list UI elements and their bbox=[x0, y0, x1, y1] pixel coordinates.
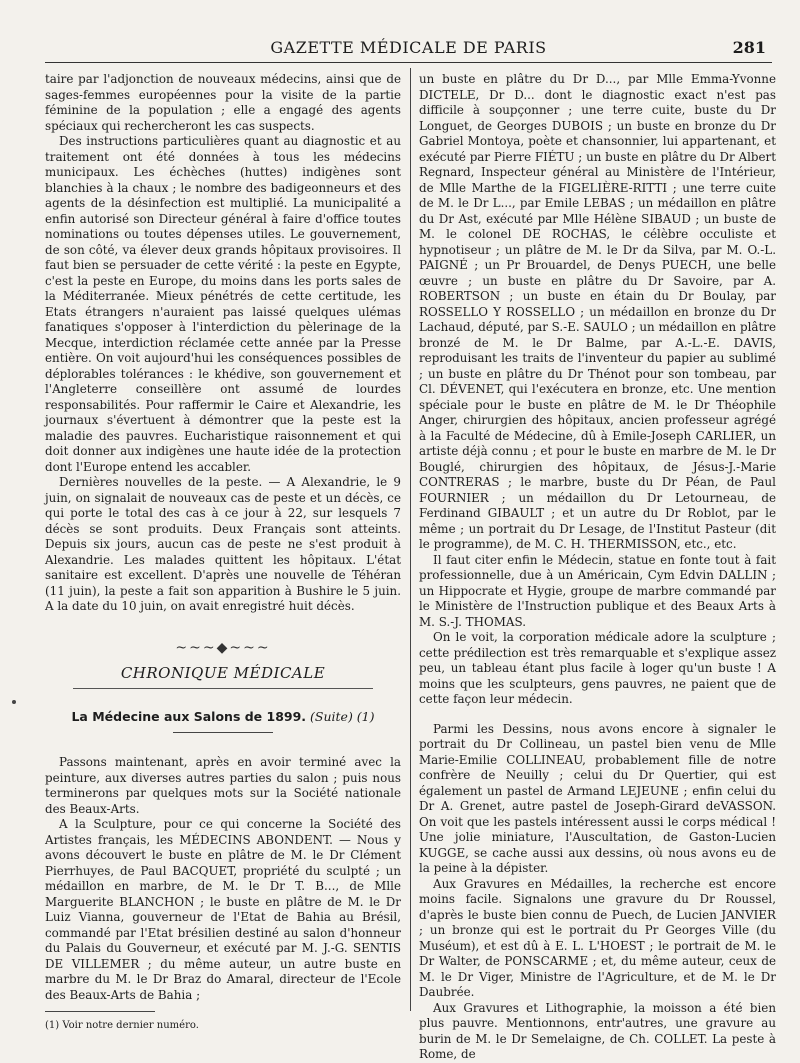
paragraph: Aux Gravures en Médailles, la recherche est encore moins facile. Signalons une gravure du Dr Roussel, d'après le buste bien connu de Puech, de Lucien JANVIER ; un bronze qui est le portrait du Pr Georges Ville (du Muséum), et est dû à E. L. L'HOEST ; le portrait de M. le Dr Walter, de PONSCARME ; et, du même auteur, ceux de M. le Dr Viger, Ministre de l'Agriculture, et de M. le Dr Daubrée. bbox=[419, 876, 776, 999]
left-column bbox=[45, 72, 401, 1034]
header-rule bbox=[45, 62, 772, 63]
paragraph: Aux Gravures et Lithographie, la moisson a été bien plus pauvre. Mentionnons, entr'autres, une gravure au burin de M. le Dr Semelaigne, de Ch. COLLET. La peste à Rome, de bbox=[419, 1000, 776, 1061]
section-title: CHRONIQUE MÉDICALE bbox=[120, 664, 326, 682]
journal-title: GAZETTE MÉDICALE DE PARIS bbox=[270, 38, 547, 57]
footnote: (1) Voir notre dernier numéro. bbox=[45, 1020, 199, 1031]
paragraph: Passons maintenant, après en avoir terminé avec la peinture, aux diverses autres parties du salon ; puis nous terminerons par quelques mots sur la Société nationale des Beaux-Arts. bbox=[45, 755, 401, 816]
footnote-rule bbox=[45, 1011, 155, 1012]
paragraph: Il faut citer enfin le Médecin, statue en fonte tout à fait professionnelle, due à un Américain, Cym Edvin DALLIN ; un Hippocrate et Hygie, groupe de marbre commandé par le Ministère de l'Instruction publique et des Beaux Arts à M. S.-J. THOMAS. bbox=[419, 552, 776, 629]
heading-rule bbox=[173, 732, 273, 733]
ornament-divider: ~~~◆~~~ bbox=[175, 639, 271, 656]
paragraph: Des instructions particulières quant au diagnostic et au traitement ont été données à tous les médecins municipaux. Les échèches (huttes) indigènes sont blanchies à la chaux ; le nombre des badigeonneurs et des agents de la désinfection est multiplié. La municipalité a enfin autorisé son Directeur général à faire d'office toutes nominations ou toutes dépenses utiles. Le gouvernement, de son côté, va élever deux grands hôpitaux provisoires. Il faut bien se persuader de cette vérité : la peste en Egypte, c'est la peste en Europe, du moins dans les ports sales de la Méditerranée. Mieux pénétrés de cette certitude, les Etats étrangers n'auraient pas laissé quelques ulémas fanatiques s'opposer à l'interdiction du pèlerinage de la Mecque, interdiction réclamée cette année par la Presse entière. On voit aujourd'hui les conséquences possibles de déplorables tolérances : le khédive, son gouvernement et l'Angleterre conseillère ont assumé de lourdes responsabilités. Pour raffermir le Caire et Alexandrie, les journaux s'évertuent à démontrer que la peste est la maladie des pauvres. Eucharistique raisonnement et qui doit donner aux indigènes une haute idée de la protection dont l'Europe entend les accabler. bbox=[45, 134, 401, 474]
paragraph: taire par l'adjonction de nouveaux médecins, ainsi que de sages-femmes européennes pour la visite de la partie féminine de la population ; elle a engagé des agents spéciaux qui rechercheront les cas suspects. bbox=[45, 72, 401, 133]
article-title: La Médecine aux Salons de 1899. bbox=[71, 708, 307, 724]
page-header bbox=[45, 36, 772, 62]
right-column bbox=[419, 72, 776, 1063]
paragraph: On le voit, la corporation médicale adore la sculpture ; cette prédilection est très remarquable et s'explique assez peu, un tableau étant plus facile à loger qu'un buste ! A moins que les sculpteurs, gens pauvres, ne paient que de cette façon leur médecin. bbox=[419, 630, 776, 706]
margin-dot bbox=[12, 700, 16, 704]
article-suite: (Suite) (1) bbox=[310, 708, 375, 724]
article-heading bbox=[45, 709, 401, 725]
section-rule bbox=[73, 688, 373, 689]
page-number: 281 bbox=[732, 38, 766, 57]
paragraph: A la Sculpture, pour ce qui concerne la Société des Artistes français, les MÉDECINS ABONDENT. — Nous y avons découvert le buste en plâtre de M. le Dr Clément Pierrhuyes, de Paul BACQUET, propriété du sculpté ; un médaillon en marbre, de M. le Dr T. B..., de Mlle Marguerite BLANCHON ; le buste en plâtre de M. le Dr Luiz Vianna, gouverneur de l'Etat de Bahia au Brésil, commandé par l'Etat brésilien destiné au salon d'honneur du Palais du Gouverneur, et exécuté par M. J.-G. SENTIS DE VILLEMER ; du même auteur, un autre buste en marbre du M. le Dr Braz do Amaral, directeur de l'Ecole des Beaux-Arts de Bahia ; bbox=[45, 817, 401, 1002]
paragraph: Parmi les Dessins, nous avons encore à signaler le portrait du Dr Collineau, un pastel bien venu de Mlle Marie-Emilie COLLINEAU, probablement fille de notre confrère de Neuilly ; celui du Dr Quertier, qui est également un pastel de Armand LEJEUNE ; enfin celui du Dr A. Grenet, autre pastel de Joseph-Girard deVASSON. On voit que les pastels intéressent aussi le corps médical ! Une jolie miniature, l'Auscultation, de Gaston-Lucien KUGGE, se cache aussi aux dessins, où nous avons eu de la peine à la dépister. bbox=[419, 721, 776, 875]
paragraph: un buste en plâtre du Dr D..., par Mlle Emma-Yvonne DICTELE, Dr D... dont le diagnostic exact n'est pas difficile à soupçonner ; une terre cuite, buste du Dr Longuet, de Georges DUBOIS ; un buste en bronze du Dr Gabriel Montoya, poète et chansonnier, lui appartenant, et exécuté par Pierre FIÉTU ; un buste en plâtre du Dr Albert Regnard, Inspecteur général au Ministère de l'Intérieur, de Mlle Marthe de la FIGELIÈRE-RITTI ; une terre cuite de M. le Dr L..., par Emile LEBAS ; un médaillon en plâtre du Dr Ast, exécuté par Mlle Hélène SIBAUD ; un buste de M. le colonel DE ROCHAS, le célèbre occuliste et hypnotiseur ; un plâtre de M. le Dr da Silva, par M. O.-L. PAIGNÉ ; un Pr Brouardel, de Denys PUECH, une belle œuvre ; un buste en plâtre du Dr Savoire, par A. ROBERTSON ; un buste en étain du Dr Boulay, par ROSSELLO Y ROSSELLO ; un médaillon en bronze du Dr Lachaud, député, par S.-E. SAULO ; un médaillon en plâtre bronzé de M. le Dr Balme, par A.-L.-E. DAVIS, reproduisant les traits de l'inventeur du papier au sublimé ; un buste en plâtre du Dr Thénot pour son tombeau, par Cl. DÉVENET, qui l'exécutera en bronze, etc. Une mention spéciale pour le buste en plâtre de M. le Dr Théophile Anger, chirurgien des hôpitaux, ancien professeur agrégé à la Faculté de Médecine, dû à Emile-Joseph CARLIER, un artiste déjà connu ; et pour le buste en marbre de M. le Dr Bouglé, chirurgien des hôpitaux, de Jésus-J.-Marie CONTRERAS ; le marbre, buste du Dr Péan, de Paul FOURNIER ; un médaillon du Dr Letourneau, de Ferdinand GIBAULT ; et un autre du Dr Roblot, par le même ; un portrait du Dr Lesage, de l'Institut Pasteur (dit le programme), de M. C. H. THERMISSON, etc., etc. bbox=[419, 72, 776, 551]
paragraph: Dernières nouvelles de la peste. — A Alexandrie, le 9 juin, on signalait de nouveaux cas de peste et un décès, ce qui porte le total des cas à ce jour à 22, sur lesquels 7 décès se sont produits. Deux Français sont atteints. Depuis six jours, aucun cas de peste ne s'est produit à Alexandrie. Les malades quittent les hôpitaux. L'état sanitaire est excellent. D'après une nouvelle de Téhéran (11 juin), la peste a fait son apparition à Bushire le 5 juin. A la date du 10 juin, on avait enregistré huit décès. bbox=[45, 475, 401, 613]
column-divider bbox=[410, 68, 411, 1011]
